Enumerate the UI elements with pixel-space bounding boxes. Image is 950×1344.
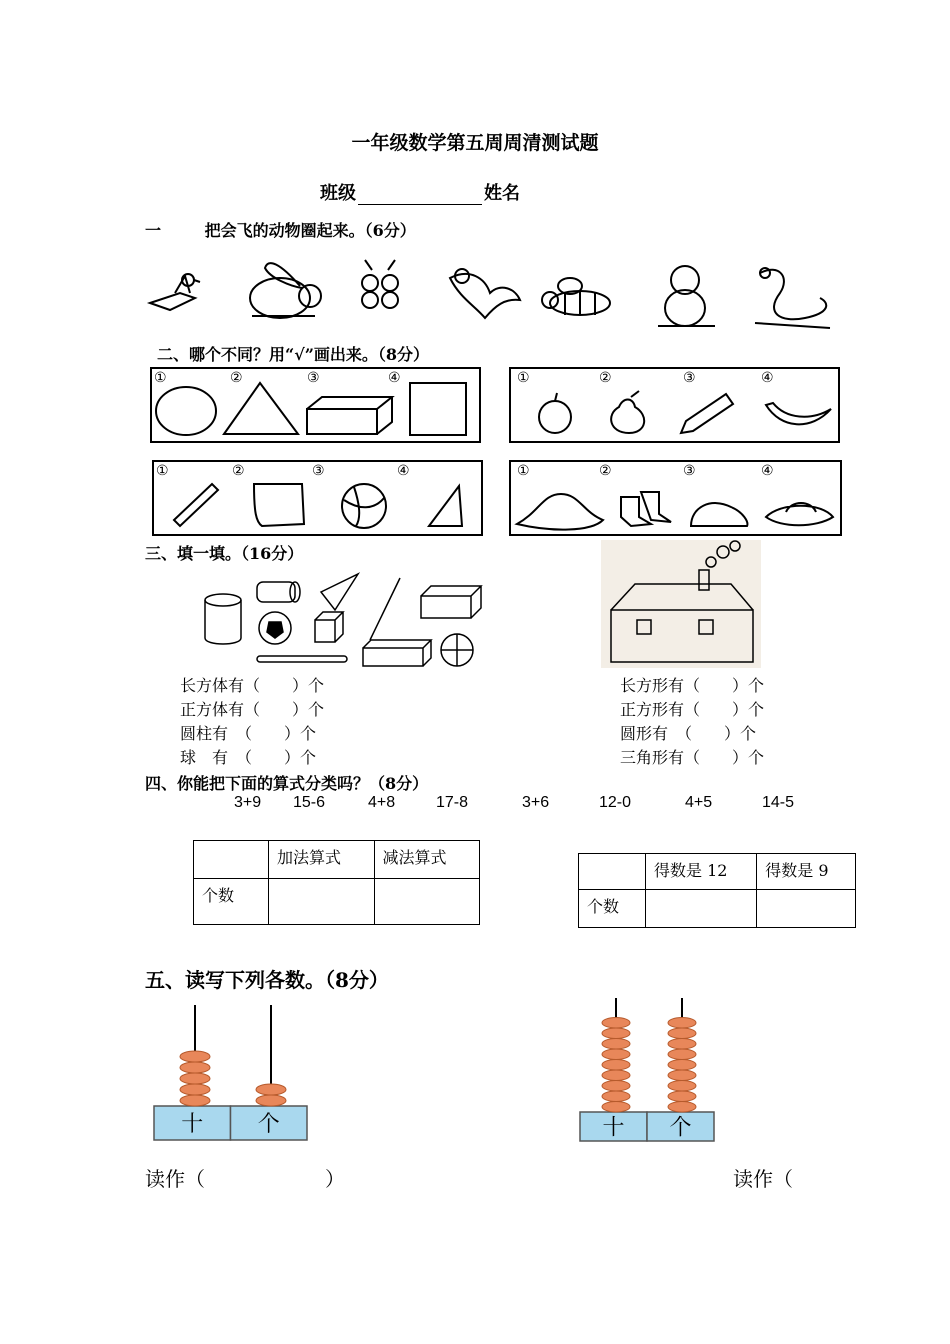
fruit-drawing bbox=[511, 369, 838, 441]
tens-label: 十 bbox=[602, 1115, 625, 1141]
class-blank[interactable] bbox=[358, 186, 482, 205]
ones-bead bbox=[668, 1102, 696, 1113]
ones-bead bbox=[668, 1091, 696, 1102]
table-header: 减法算式 bbox=[374, 841, 480, 879]
cuboid-shape bbox=[307, 397, 392, 434]
equation: 4+8 bbox=[368, 794, 396, 811]
tens-bead bbox=[602, 1049, 630, 1060]
fill-line[interactable]: 三角形有（ ）个 bbox=[620, 748, 765, 767]
fill-line[interactable]: 正方体有（ ）个 bbox=[180, 700, 325, 719]
marker-4: ④ bbox=[761, 370, 774, 386]
answer-cell[interactable] bbox=[269, 879, 375, 925]
equation: 17-8 bbox=[436, 794, 469, 811]
section1-heading bbox=[145, 218, 416, 241]
marker-2: ② bbox=[230, 370, 243, 386]
shapes-drawing bbox=[152, 369, 479, 441]
equation: 3+9 bbox=[234, 794, 262, 811]
marker-3: ③ bbox=[683, 370, 696, 386]
set-square-icon bbox=[429, 486, 462, 526]
clothes-box bbox=[509, 460, 842, 536]
objects-drawing bbox=[154, 462, 481, 534]
bee-icon bbox=[542, 278, 610, 315]
marker-1: ① bbox=[156, 463, 169, 479]
clothes-drawing bbox=[511, 462, 840, 534]
swan-icon bbox=[755, 268, 830, 328]
marker-1: ① bbox=[154, 370, 167, 386]
tens-bead bbox=[180, 1095, 210, 1106]
marker-4: ④ bbox=[397, 463, 410, 479]
marker-2: ② bbox=[232, 463, 245, 479]
sun-hat-icon bbox=[517, 494, 603, 530]
tens-bead bbox=[602, 1028, 630, 1039]
ones-bead bbox=[668, 1039, 696, 1050]
flat-cuboid-icon bbox=[363, 640, 431, 666]
stick-icon bbox=[370, 578, 400, 640]
ones-bead bbox=[668, 1028, 696, 1039]
pencil-icon bbox=[681, 394, 733, 433]
marker-2: ② bbox=[599, 370, 612, 386]
bear-icon bbox=[658, 266, 715, 326]
square-shape bbox=[410, 383, 466, 435]
tens-label: 十 bbox=[181, 1112, 204, 1137]
ball-icon bbox=[342, 484, 386, 528]
straw-hat-icon bbox=[766, 503, 833, 525]
name-label: 姓名 bbox=[484, 183, 520, 204]
ones-bead bbox=[668, 1049, 696, 1060]
ruler-icon bbox=[174, 484, 218, 526]
left-fill-list bbox=[180, 674, 324, 770]
fill-line[interactable]: 长方体有（ ）个 bbox=[180, 676, 325, 695]
tens-bead bbox=[602, 1070, 630, 1081]
table-header: 得数是 9 bbox=[757, 854, 856, 890]
ones-bead bbox=[668, 1081, 696, 1092]
shapes-box bbox=[150, 367, 481, 443]
butterfly-icon bbox=[362, 260, 398, 308]
animals-picture bbox=[140, 258, 840, 338]
objects-box bbox=[152, 460, 483, 536]
solids-picture bbox=[195, 570, 490, 670]
tens-bead bbox=[180, 1062, 210, 1073]
cap-icon bbox=[691, 503, 747, 526]
table-header bbox=[579, 854, 646, 890]
marker-3: ③ bbox=[312, 463, 325, 479]
equation: 14-5 bbox=[762, 794, 795, 811]
rod-icon bbox=[257, 656, 347, 662]
marker-4: ④ bbox=[761, 463, 774, 479]
section1-text: 把会飞的动物圈起来。（6分） bbox=[204, 221, 416, 240]
section1-num: 一 bbox=[145, 221, 162, 240]
read-as-left[interactable]: 读作（ ） bbox=[145, 1167, 345, 1191]
fill-line[interactable]: 长方形有（ ）个 bbox=[620, 676, 765, 695]
fruit-box bbox=[509, 367, 840, 443]
cuboid-icon bbox=[421, 586, 481, 618]
marker-4: ④ bbox=[388, 370, 401, 386]
ones-bead bbox=[668, 1070, 696, 1081]
tens-bead bbox=[602, 1060, 630, 1071]
socks-icon bbox=[621, 492, 671, 526]
equation: 12-0 bbox=[599, 794, 632, 811]
soccer-ball-icon bbox=[259, 612, 291, 644]
flying-bird-icon bbox=[450, 269, 520, 318]
cylinder-icon bbox=[205, 594, 241, 644]
tens-bead bbox=[602, 1018, 630, 1029]
section5-heading: 五、读写下列各数。（8分） bbox=[145, 968, 389, 992]
triangle-shape bbox=[224, 383, 298, 434]
tens-bead bbox=[180, 1051, 210, 1062]
tens-bead bbox=[180, 1073, 210, 1084]
right-fill-list bbox=[620, 674, 764, 770]
notebook-icon bbox=[254, 484, 304, 526]
class-name-line bbox=[320, 179, 520, 205]
page-title: 一年级数学第五周周清测试题 bbox=[351, 132, 599, 154]
marker-2: ② bbox=[599, 463, 612, 479]
tens-bead bbox=[602, 1091, 630, 1102]
rabbit-icon bbox=[250, 263, 321, 318]
section4-heading: 四、你能把下面的算式分类吗？（8分） bbox=[145, 774, 429, 793]
abacus-2 bbox=[578, 998, 718, 1143]
fill-line[interactable]: 球 有 （ ）个 bbox=[180, 748, 317, 767]
cube-icon bbox=[315, 612, 343, 642]
addition-subtraction-table bbox=[193, 840, 480, 925]
answer-cell[interactable] bbox=[757, 890, 856, 928]
result-table bbox=[578, 853, 856, 928]
table-header bbox=[194, 841, 269, 879]
circle-shape bbox=[156, 387, 216, 435]
apple-icon bbox=[539, 401, 571, 433]
pear-icon bbox=[611, 391, 644, 433]
ones-label: 个 bbox=[257, 1112, 280, 1137]
banana-icon bbox=[766, 403, 831, 424]
marker-1: ① bbox=[517, 463, 530, 479]
triangle-piece-icon bbox=[321, 574, 358, 610]
answer-cell[interactable] bbox=[374, 879, 480, 925]
tens-bead bbox=[602, 1081, 630, 1092]
marker-3: ③ bbox=[683, 463, 696, 479]
answer-cell[interactable] bbox=[646, 890, 757, 928]
ones-bead bbox=[256, 1084, 286, 1095]
table-header: 加法算式 bbox=[269, 841, 375, 879]
ones-bead bbox=[668, 1018, 696, 1029]
tens-bead bbox=[602, 1039, 630, 1050]
class-label: 班级 bbox=[320, 183, 356, 204]
read-as-right[interactable]: 读作（ bbox=[733, 1167, 793, 1191]
fill-line[interactable]: 圆柱有 （ ）个 bbox=[180, 724, 317, 743]
basketball-icon bbox=[441, 634, 473, 666]
house-picture bbox=[601, 540, 761, 668]
fill-line[interactable]: 正方形有（ ）个 bbox=[620, 700, 765, 719]
abacus-1 bbox=[150, 1005, 310, 1143]
equation: 4+5 bbox=[685, 794, 713, 811]
ones-bead bbox=[668, 1060, 696, 1071]
equation: 3+6 bbox=[522, 794, 550, 811]
equation: 15-6 bbox=[293, 794, 326, 811]
row-label: 个数 bbox=[194, 879, 269, 925]
tens-bead bbox=[602, 1102, 630, 1113]
tens-bead bbox=[180, 1084, 210, 1095]
row-label: 个数 bbox=[579, 890, 646, 928]
ones-label: 个 bbox=[669, 1115, 692, 1141]
fill-line[interactable]: 圆形有 （ ）个 bbox=[620, 724, 757, 743]
section2-heading: 二、哪个不同？用“√”画出来。（8分） bbox=[157, 345, 430, 364]
bird-icon bbox=[150, 274, 200, 310]
marker-1: ① bbox=[517, 370, 530, 386]
table-header: 得数是 12 bbox=[646, 854, 757, 890]
marker-3: ③ bbox=[307, 370, 320, 386]
ones-bead bbox=[256, 1095, 286, 1106]
horizontal-cylinder-icon bbox=[257, 582, 300, 602]
section3-heading: 三、填一填。（16分） bbox=[145, 544, 304, 563]
